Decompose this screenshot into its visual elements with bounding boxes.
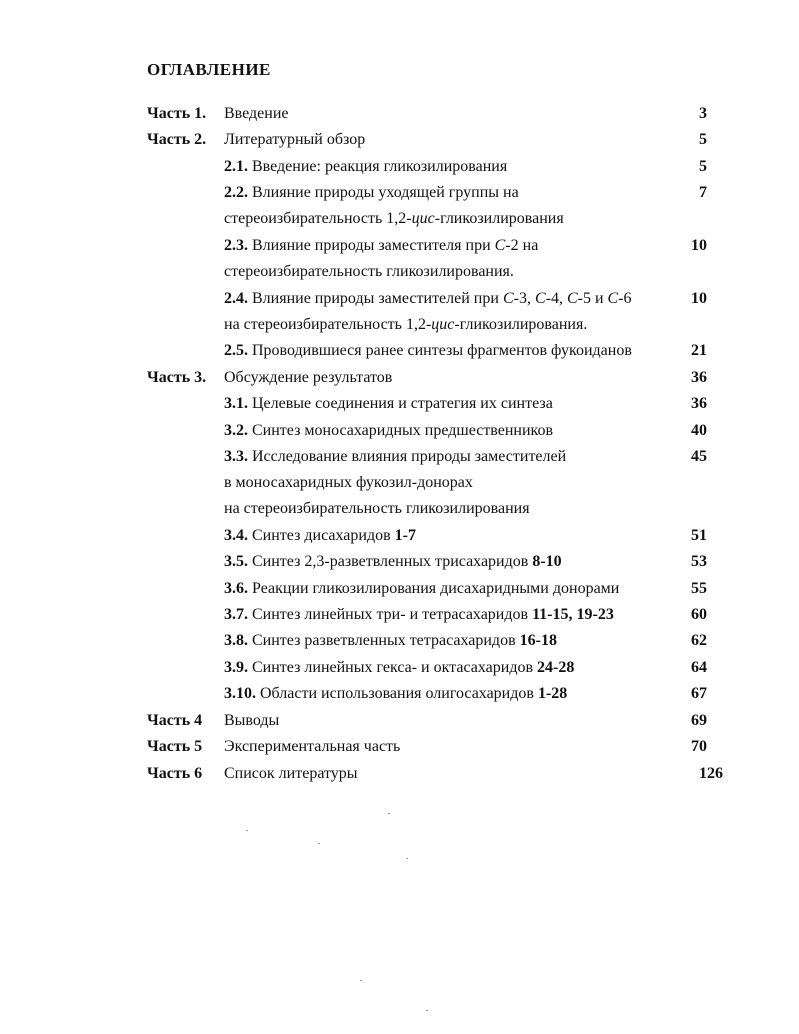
page-number: 64	[691, 659, 707, 676]
section-text: Влияние природы заместителя при	[248, 237, 495, 254]
section-number: 2.4.	[224, 290, 248, 307]
section-number: 3.5.	[224, 553, 248, 570]
section-text: Синтез дисахаридов	[248, 527, 395, 544]
section-title	[224, 445, 566, 469]
section-number: 3.1.	[224, 395, 248, 412]
toc-entry-2-3-cont	[0, 260, 799, 284]
italic-term: C	[534, 290, 546, 307]
section-title	[224, 339, 632, 363]
page-number: 53	[691, 553, 707, 570]
section-number: 2.5.	[224, 342, 248, 359]
section-text: -6	[618, 290, 632, 307]
section-text: -5 и	[577, 290, 608, 307]
section-title-continued: стереоизбирательность гликозилирования.	[224, 263, 514, 280]
section-title	[224, 234, 538, 258]
section-text: -гликозилирования.	[454, 316, 588, 333]
part-label: Часть 6	[147, 765, 203, 782]
scan-speck	[406, 858, 408, 859]
section-title	[224, 656, 574, 680]
section-text: Реакции гликозилирования дисахаридными донорами	[248, 580, 620, 597]
compound-numbers: 24-28	[537, 659, 575, 676]
toc-entry-3-7	[0, 603, 799, 627]
part-label: Часть 2.	[147, 131, 207, 148]
italic-term: C	[502, 290, 514, 307]
part-title: Экспериментальная часть	[224, 738, 401, 755]
compound-numbers: 11-15, 19-23	[532, 606, 614, 623]
section-text: Синтез 2,3-разветвленных трисахаридов	[248, 553, 533, 570]
toc-entry-3-10	[0, 682, 799, 706]
section-title	[224, 287, 632, 311]
section-number: 2.1.	[224, 158, 248, 175]
section-title	[224, 550, 562, 574]
part-label: Часть 5	[147, 738, 203, 755]
italic-term: цис	[431, 316, 455, 333]
section-text: на стереоизбирательность 1,2-	[224, 316, 432, 333]
scan-speck	[318, 843, 320, 844]
page-number: 5	[699, 131, 707, 148]
compound-numbers: 1-28	[537, 685, 568, 702]
italic-term: C	[607, 290, 619, 307]
section-title-continued	[224, 313, 587, 337]
part-title: Введение	[224, 105, 289, 122]
toc-entry-part-2	[0, 128, 799, 152]
italic-term: C	[494, 237, 506, 254]
section-text: -3,	[513, 290, 535, 307]
part-title: Список литературы	[224, 765, 358, 782]
section-title	[224, 524, 416, 548]
compound-numbers: 8-10	[532, 553, 562, 570]
italic-term: C	[566, 290, 578, 307]
part-title: Литературный обзор	[224, 131, 366, 148]
section-text: Синтез разветвленных тетрасахаридов	[248, 632, 520, 649]
scan-speck	[360, 980, 362, 981]
italic-term: цис	[411, 210, 435, 227]
section-number: 3.4.	[224, 527, 248, 544]
section-text: -2 на	[505, 237, 539, 254]
toc-entry-part-5	[0, 735, 799, 759]
toc-entry-2-4-cont	[0, 313, 799, 337]
page-number: 62	[691, 632, 707, 649]
section-title	[224, 629, 557, 653]
section-text: Проводившиеся ранее синтезы фрагментов фукоиданов	[248, 342, 632, 359]
toc-entry-3-3-cont2	[0, 497, 799, 521]
toc-entry-2-5	[0, 339, 799, 363]
toc-entry-3-3-cont	[0, 471, 799, 495]
compound-numbers: 1-7	[394, 527, 416, 544]
toc-entry-3-4	[0, 524, 799, 548]
part-title: Обсуждение результатов	[224, 369, 393, 386]
page-number: 55	[691, 580, 707, 597]
page-number: 36	[691, 395, 707, 412]
toc-entry-2-4	[0, 287, 799, 311]
section-title	[224, 603, 614, 627]
section-number: 3.6.	[224, 580, 248, 597]
toc-entry-part-3	[0, 366, 799, 390]
page-number: 60	[691, 606, 707, 623]
section-text: Исследование влияния природы заместителей	[248, 448, 567, 465]
compound-numbers: 16-18	[519, 632, 557, 649]
page-number: 21	[691, 342, 707, 359]
page-number: 51	[691, 527, 707, 544]
section-number: 2.3.	[224, 237, 248, 254]
section-number: 3.2.	[224, 422, 248, 439]
page-number: 70	[691, 738, 707, 755]
part-title: Выводы	[224, 712, 280, 729]
toc-entry-2-2-cont	[0, 207, 799, 231]
section-text: Введение: реакция гликозилирования	[248, 158, 508, 175]
page-number: 10	[691, 237, 707, 254]
scan-speck	[246, 830, 248, 831]
page-number: 5	[699, 158, 707, 175]
page-number: 67	[691, 685, 707, 702]
toc-entry-3-5	[0, 550, 799, 574]
section-text: Влияние природы заместителей при	[248, 290, 503, 307]
section-title	[224, 577, 619, 601]
section-title-continued: на стереоизбирательность гликозилирования	[224, 500, 530, 517]
section-text: Влияние природы уходящей группы на	[248, 184, 519, 201]
section-title	[224, 155, 507, 179]
page-number: 3	[699, 105, 707, 122]
part-label: Часть 4	[147, 712, 203, 729]
page-title: ОГЛАВЛЕНИЕ	[147, 60, 271, 79]
section-title	[224, 419, 553, 443]
section-text: стереоизбирательность 1,2-	[224, 210, 412, 227]
toc-entry-2-3	[0, 234, 799, 258]
toc-entry-part-6	[0, 762, 799, 786]
toc-entry-3-3	[0, 445, 799, 469]
scan-speck	[426, 1010, 428, 1011]
section-title	[224, 682, 567, 706]
section-text: Целевые соединения и стратегия их синтеза	[248, 395, 553, 412]
toc-entry-part-4	[0, 709, 799, 733]
toc-entry-3-6	[0, 577, 799, 601]
section-number: 2.2.	[224, 184, 248, 201]
section-text: -4,	[545, 290, 567, 307]
section-number: 3.8.	[224, 632, 248, 649]
toc-entry-3-1	[0, 392, 799, 416]
section-text: Синтез линейных три- и тетрасахаридов	[248, 606, 533, 623]
section-title-continued	[224, 207, 564, 231]
scan-speck	[388, 813, 390, 814]
toc-entry-3-2	[0, 419, 799, 443]
section-title	[224, 181, 519, 205]
toc-entry-3-9	[0, 656, 799, 680]
section-title-continued: в моносахаридных фукозил-донорах	[224, 474, 473, 491]
page-number: 45	[691, 448, 707, 465]
section-number: 3.3.	[224, 448, 248, 465]
section-title	[224, 392, 553, 416]
section-number: 3.10.	[224, 685, 256, 702]
page-number: 10	[691, 290, 707, 307]
part-label: Часть 1.	[147, 105, 207, 122]
toc-entry-part-1	[0, 102, 799, 126]
toc-entry-2-1	[0, 155, 799, 179]
section-number: 3.9.	[224, 659, 248, 676]
toc-entry-3-8	[0, 629, 799, 653]
page-number: 69	[691, 712, 707, 729]
section-number: 3.7.	[224, 606, 248, 623]
page-number: 36	[691, 369, 707, 386]
section-text: -гликозилирования	[434, 210, 564, 227]
part-label: Часть 3.	[147, 369, 207, 386]
page-number: 126	[699, 765, 723, 782]
toc-entry-2-2	[0, 181, 799, 205]
section-text: Синтез линейных гекса- и октасахаридов	[248, 659, 538, 676]
page-number: 40	[691, 422, 707, 439]
page-number: 7	[699, 184, 707, 201]
section-text: Синтез моносахаридных предшественников	[248, 422, 554, 439]
section-text: Области использования олигосахаридов	[256, 685, 538, 702]
